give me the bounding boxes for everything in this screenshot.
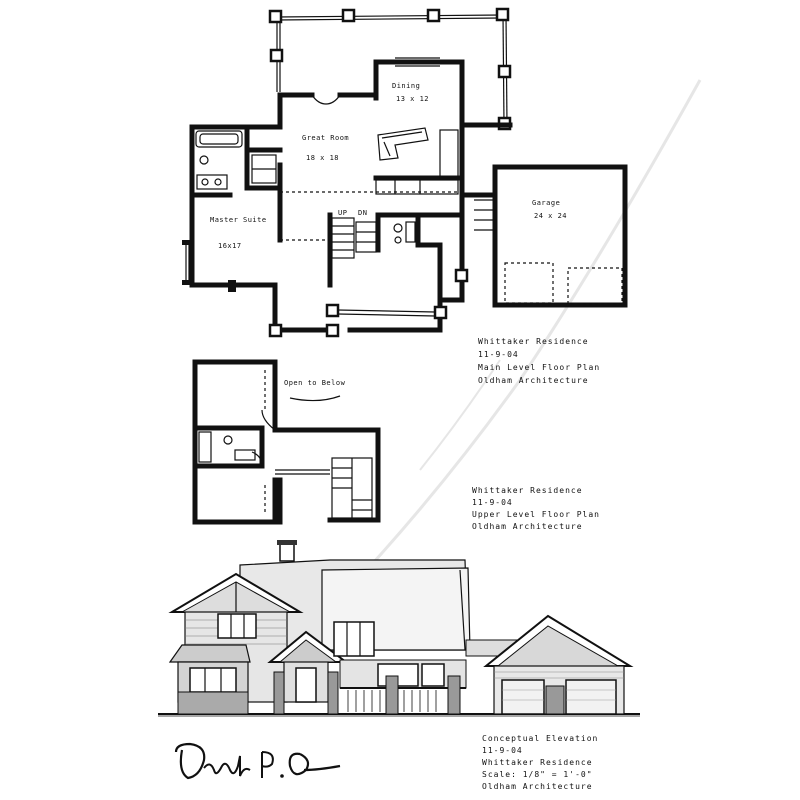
main-level-title-block — [478, 337, 600, 385]
elev-title-line3: Whittaker Residence — [482, 758, 593, 767]
main-title-line1: Whittaker Residence — [478, 337, 589, 346]
elev-title-line2: 11-9-04 — [482, 746, 523, 755]
master-suite-label: Master Suite — [210, 216, 267, 224]
stair — [332, 209, 376, 258]
main-level-floor-plan — [182, 9, 625, 336]
garage-label: Garage — [532, 199, 561, 207]
open-to-below-note: Open to Below — [284, 379, 346, 387]
french-doors — [312, 95, 340, 104]
powder-room-fixtures — [394, 222, 415, 243]
deck-posts — [270, 9, 510, 129]
deck-railing — [276, 15, 507, 125]
main-title-line4: Oldham Architecture — [478, 376, 589, 385]
main-title-line3: Main Level Floor Plan — [478, 363, 601, 372]
dining-size: 13 x 12 — [396, 95, 430, 103]
architect-signature — [176, 744, 340, 778]
garage-size: 24 x 24 — [534, 212, 568, 220]
upper-title-line3: Upper Level Floor Plan — [472, 510, 600, 519]
dining-walls — [376, 58, 510, 125]
stair-up-label: UP — [338, 209, 348, 217]
upper-level-title-block — [472, 486, 600, 531]
garage — [474, 167, 625, 305]
elev-title-line1: Conceptual Elevation — [482, 734, 599, 743]
stair-down-label: DN — [358, 209, 368, 217]
upper-title-line4: Oldham Architecture — [472, 522, 583, 531]
great-room-label: Great Room — [302, 134, 350, 142]
upper-level-floor-plan — [195, 362, 378, 522]
conceptual-elevation — [158, 540, 640, 716]
elevation-title-block — [482, 734, 598, 791]
entry-posts — [270, 270, 467, 336]
kitchen-island — [376, 128, 458, 194]
master-suite-size: 16x17 — [218, 242, 242, 250]
main-title-line2: 11-9-04 — [478, 350, 519, 359]
dining-label: Dining — [392, 82, 421, 90]
elev-title-line5: Oldham Architecture — [482, 782, 593, 791]
interior-walls — [192, 127, 462, 300]
master-bath-fixtures — [196, 131, 276, 189]
great-room-size: 18 x 18 — [306, 154, 340, 162]
elev-title-line4: Scale: 1/8" = 1'-0" — [482, 770, 593, 779]
upper-title-line1: Whittaker Residence — [472, 486, 583, 495]
upper-title-line2: 11-9-04 — [472, 498, 513, 507]
watermark — [300, 80, 700, 640]
